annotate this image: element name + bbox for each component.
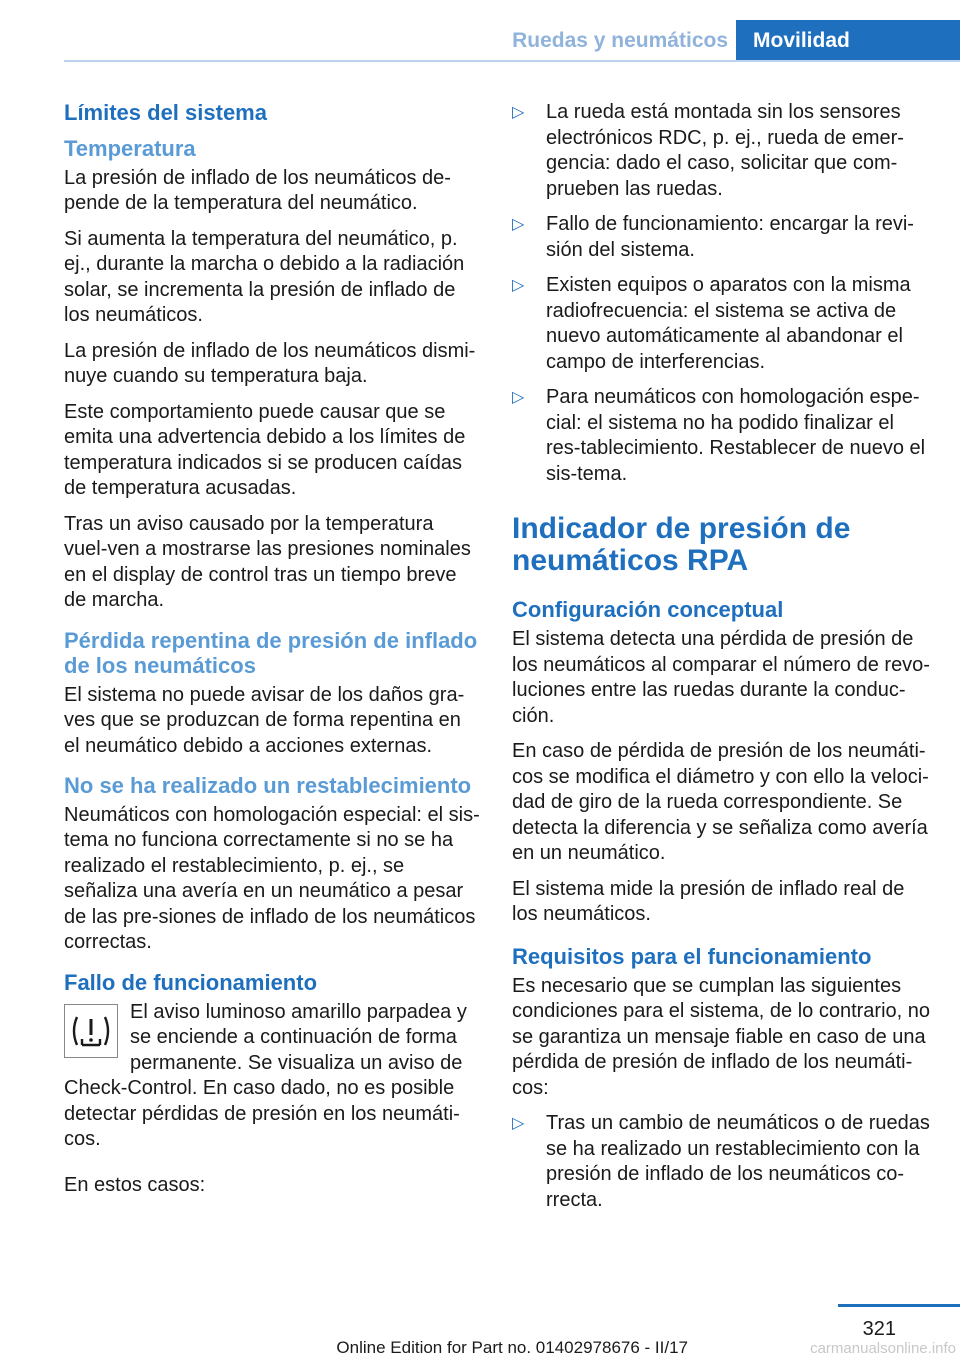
paragraph: Este comportamiento puede causar que se emita una advertencia debido a los límites de temperatura indicados si se producen caídas de temperatura acusadas. xyxy=(64,400,466,499)
heading-malfunction: Fallo de funcionamiento xyxy=(64,969,318,995)
header-chapter-tab: Movilidad xyxy=(736,20,960,62)
paragraph: El sistema mide la presión de inflado real de los neumáticos. xyxy=(512,877,905,925)
page-header xyxy=(0,0,960,64)
watermark: carmanualsonline.info xyxy=(810,1340,956,1357)
heading-requirements: Requisitos para el funcionamiento xyxy=(512,943,872,969)
paragraph: En caso de pérdida de presión de los neumáti‐cos se modifica el diámetro y con ello la veloci‐dad de giro de la rueda correspondiente. Se detecta la diferencia y se señaliza como avería en un neumático. xyxy=(512,740,929,864)
paragraph: El sistema no puede avisar de los daños gra‐ves que se produzcan de forma repentina en el neumático debido a acciones externas. xyxy=(64,683,465,757)
heading-no-reset: No se ha realizado un restablecimiento xyxy=(64,773,472,798)
triangle-bullet-icon: ▷ xyxy=(512,1115,525,1132)
edition-note: Online Edition for Part no. 01402978676 - II/17 xyxy=(336,1338,688,1357)
page-number: 321 xyxy=(862,1318,896,1340)
triangle-bullet-icon: ▷ xyxy=(512,277,525,294)
paragraph: La presión de inflado de los neumáticos dismi‐nuye cuando su temperatura baja. xyxy=(64,339,476,387)
heading-concept: Configuración conceptual xyxy=(512,597,784,622)
bullet-list-top xyxy=(512,100,932,487)
triangle-bullet-icon: ▷ xyxy=(512,104,525,121)
header-section-title: Ruedas y neumáticos xyxy=(512,29,728,52)
bullet-list-bottom xyxy=(512,1111,932,1213)
paragraph: Neumáticos con homologación especial: el sis‐tema no funciona correctamente si no se ha realizado el restablecimiento, p. ej., se señaliza una avería en un neumático a pesar de las pre‐siones de inflado de los neumáticos correctas. xyxy=(64,803,480,953)
left-column xyxy=(64,100,480,1208)
paragraph: La presión de inflado de los neumáticos de‐pende de la temperatura del neumático. xyxy=(64,166,451,214)
paragraph: En estos casos: xyxy=(64,1173,206,1196)
list-item: ▷ Existen equipos o aparatos con la misma radiofrecuencia: el sistema se activa de nuevo automáticamente al abandonar el campo de interferencias. xyxy=(512,274,911,373)
warning-block xyxy=(64,1000,480,1153)
list-item: ▷ Fallo de funcionamiento: encargar la revi‐sión del sistema. xyxy=(512,213,914,261)
heading-temperature: Temperatura xyxy=(64,136,196,161)
footer-rule xyxy=(838,1304,960,1307)
header-rule xyxy=(64,60,960,62)
heading-rpa: Indicador de presión de neumáticos RPA xyxy=(512,512,851,577)
paragraph: El aviso luminoso amarillo parpadea y se enciende a continuación de forma permanente. Se visualiza un aviso de Check-Control. En caso dado, no es posible detectar pérdidas de presión en los neumáti‐cos. xyxy=(64,1000,467,1150)
list-item: ▷ Para neumáticos con homologación espe‐cial: el sistema no ha podido finalizar el res‐tablecimiento. Restablecer de nuevo el sis‐tema. xyxy=(512,386,926,485)
heading-sudden-loss: Pérdida repentina de presión de inflado de los neumáticos xyxy=(64,627,478,678)
paragraph: Es necesario que se cumplan las siguientes condiciones para el sistema, de lo contrario, no se garantiza un mensaje fiable en caso de una pérdida de presión de inflado de los neumáti‐cos: xyxy=(512,974,931,1099)
heading-system-limits: Límites del sistema xyxy=(64,100,267,125)
paragraph: El sistema detecta una pérdida de presión de los neumáticos al comparar el número de revo‐luciones entre las ruedas durante la conduc‐ción. xyxy=(512,628,930,727)
paragraph: Tras un aviso causado por la temperatura vuel‐ven a mostrarse las presiones nominales en el display de control tras un tiempo breve de marcha. xyxy=(64,512,471,611)
paragraph: Si aumenta la temperatura del neumático, p. ej., durante la marcha o debido a la radiación solar, se incrementa la presión de inflado de los neumáticos. xyxy=(64,227,465,326)
list-item: ▷ Tras un cambio de neumáticos o de ruedas se ha realizado un restablecimiento con la presión de inflado de los neumáticos co‐rrecta. xyxy=(512,1112,930,1211)
list-item: ▷ La rueda está montada sin los sensores electrónicos RDC, p. ej., rueda de emer‐gencia: dado el caso, solicitar que com‐prueben las ruedas. xyxy=(512,101,904,200)
tire-pressure-warning-icon xyxy=(64,1004,118,1058)
triangle-bullet-icon: ▷ xyxy=(512,216,525,233)
right-column xyxy=(512,100,932,1223)
triangle-bullet-icon: ▷ xyxy=(512,389,525,406)
